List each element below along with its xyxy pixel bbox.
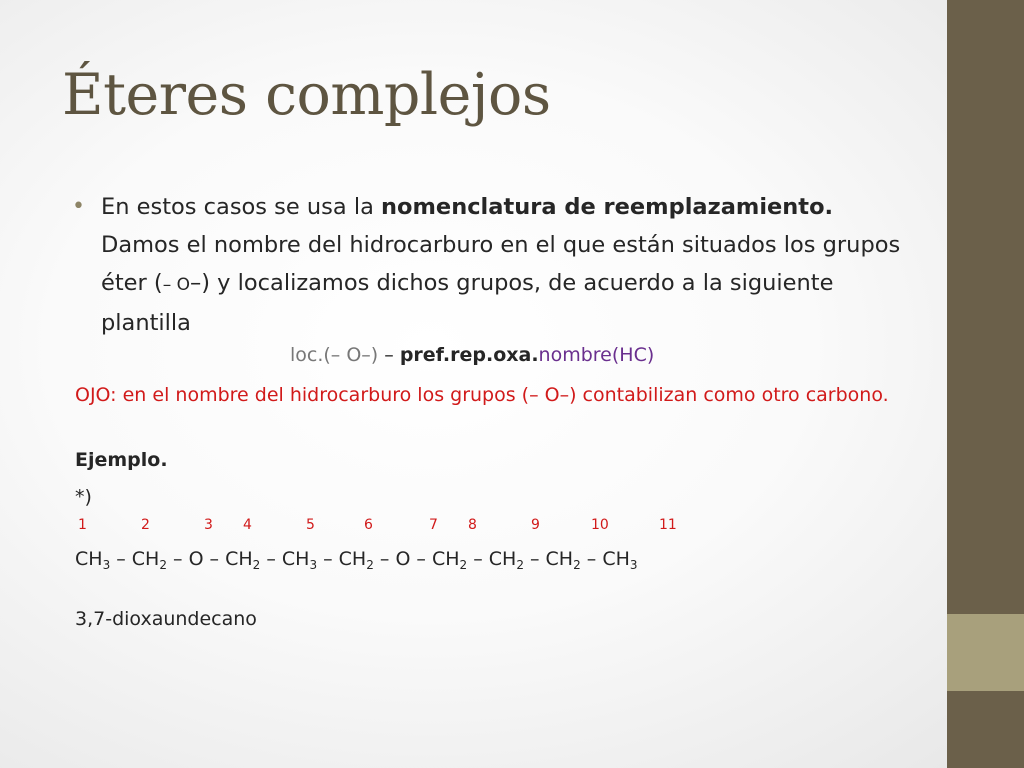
formula-part: – $CH_2$ [523,548,581,572]
right-sidebar [947,0,1024,768]
carbon-number: 3 [204,517,213,533]
carbon-number: 9 [531,517,540,533]
bullet-text [101,188,902,342]
formula-part: – $CH_2$ [110,548,167,572]
carbon-number: 1 [78,517,87,533]
slide-title: Éteres complejos [62,62,551,128]
example-label: Ejemplo. [75,449,168,471]
bullet-text-end: –) y localizamos dichos grupos, de acuerdo a la siguiente plantilla [101,270,834,336]
bullet-bold-term: nomenclatura de reemplazamiento. [381,194,834,220]
carbon-number: 11 [659,517,677,533]
formula-part: – $CH_3$ [260,548,318,572]
formula-part: – $CH_2$ [317,548,374,572]
carbon-number: 5 [306,517,315,533]
chemical-formula [75,548,638,570]
template-prefix: pref.rep.oxa. [399,344,539,366]
asterisk-marker: *) [75,486,92,508]
result-name: 3,7-dioxaundecano [75,608,257,630]
template-name: nombre(HC) [538,344,655,366]
ojo-note: OJO: en el nombre del hidrocarburo los grupos (– O–) contabilizan como otro carbono. [75,384,889,406]
carbon-number: 10 [591,517,609,533]
formula-part: – $CH_3$ [580,548,638,572]
carbon-number: 4 [243,517,252,533]
bullet-text-start: En estos casos se usa la [101,194,382,220]
bullet-text-middle: Damos el nombre del hidrocarburo en el que están situados los grupos éter ( [101,232,901,296]
carbon-number: 7 [429,517,438,533]
formula-part: – $CH_2$ [467,548,524,572]
formula-part: – O – $CH_2$ [166,548,261,572]
template-separator: – [378,344,400,366]
ether-group-symbol: – O [162,275,190,295]
bullet-paragraph [72,188,902,342]
sidebar-accent-block [947,614,1024,691]
bullet-dot: • [72,194,85,219]
template-loc: loc.(– O–) [290,344,379,366]
formula-part: – O – $CH_2$ [373,548,468,572]
carbon-number: 2 [141,517,150,533]
carbon-number: 6 [364,517,373,533]
carbon-number: 8 [468,517,477,533]
naming-template [290,344,654,366]
formula-part: $CH_3$ [75,548,111,572]
carbon-number-row [0,517,947,539]
